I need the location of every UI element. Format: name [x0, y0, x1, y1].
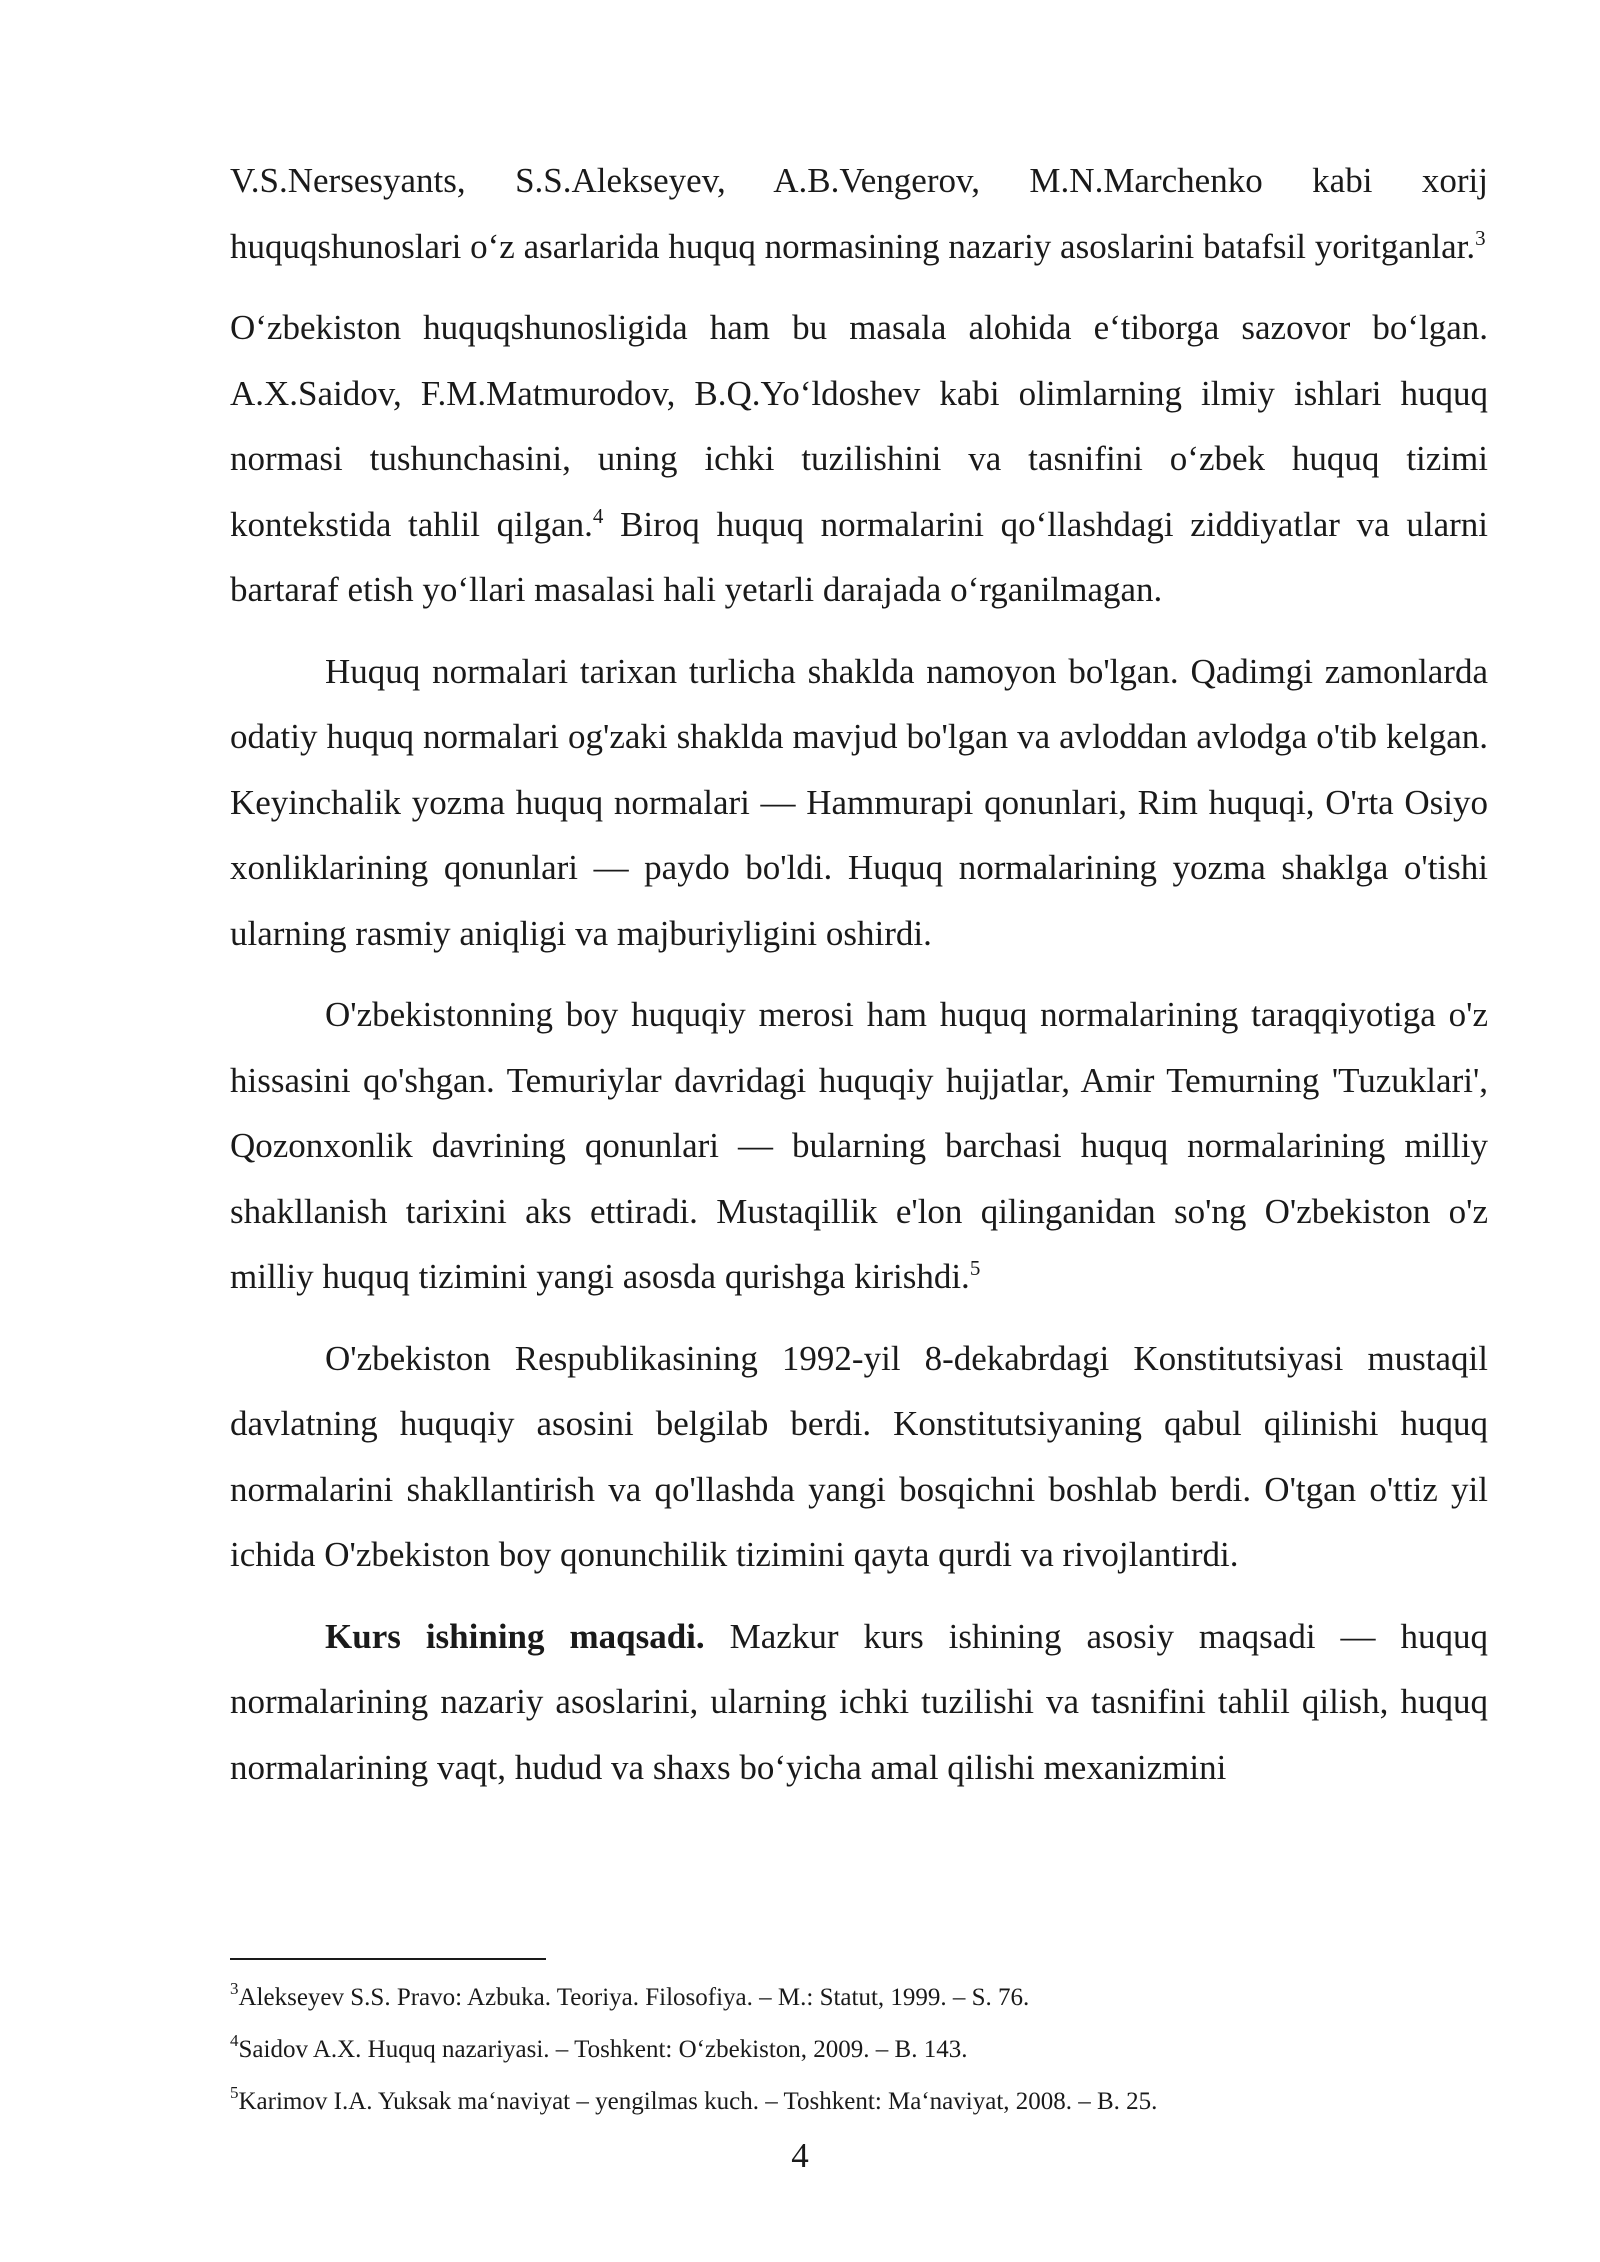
paragraph-foreign-scholars	[230, 148, 1488, 279]
footnote-4	[230, 2024, 1488, 2076]
footnote-number: 3	[230, 1979, 239, 1998]
footnote-ref-3: 3	[1475, 225, 1486, 250]
footnote-text: Saidov A.X. Huquq nazariyasi. – Toshkent: O‘zbekiston, 2009. – B. 143.	[238, 2036, 968, 2063]
document-body	[230, 148, 1488, 1816]
paragraph-text-continued: Biroq huquq normalarini qo‘llashdagi ziddiyatlar va ularni bartaraf etish yo‘llari masalasi hali yetarli darajada o‘rganilmagan.	[230, 504, 1488, 609]
paragraph-historical-forms	[230, 639, 1488, 967]
paragraph-text: O'zbekiston Respublikasining 1992-yil 8-dekabrdagi Konstitutsiyasi mustaqil davlatning huquqiy asosini belgilab berdi. Konstitutsiyaning qabul qilinishi huquq normalarini shakllantirish va qo'llashda yangi bosqichni boshlab berdi. O'tgan o'ttiz yil ichida O'zbekiston boy qonunchilik tizimini qayta qurdi va rivojlantirdi.	[230, 1338, 1488, 1574]
footnote-separator	[230, 1958, 546, 1960]
footnote-3	[230, 1972, 1488, 2024]
footnote-number: 5	[230, 2083, 239, 2102]
footnote-ref-4: 4	[592, 503, 604, 528]
paragraph-text: O‘zbekiston huquqshunosligida ham bu masala alohida e‘tiborga sazovor bo‘lgan. A.X.Saidov, F.M.Matmurodov, B.Q.Yo‘ldoshev kabi olimlarning ilmiy ishlari huquq normasi tushunchasini, uning ichki tuzilishini va tasnifini o‘zbek huquq tizimi kontekstida tahlil qilgan.	[230, 308, 1488, 544]
paragraph-uzbek-scholars	[230, 295, 1488, 623]
paragraph-text: Mazkur kurs ishining asosiy maqsadi — huquq normalarining nazariy asoslarini, ularning ichki tuzilishi va tasnifini tahlil qilish, huquq normalarining vaqt, hudud va shaxs bo‘yicha amal qilishi mexanizmini	[230, 1616, 1488, 1787]
footnotes	[230, 1972, 1488, 2128]
paragraph-constitution	[230, 1326, 1488, 1588]
footnote-5	[230, 2076, 1488, 2128]
section-heading: Kurs ishining maqsadi.	[325, 1616, 705, 1656]
footnote-text: Alekseyev S.S. Pravo: Azbuka. Teoriya. Filosofiya. – M.: Statut, 1999. – S. 76.	[238, 1984, 1030, 2011]
paragraph-text: V.S.Nersesyants, S.S.Alekseyev, A.B.Vengerov, M.N.Marchenko kabi xorij huquqshunoslari o‘z asarlarida huquq normasining nazariy asoslarini batafsil yoritganlar.	[230, 161, 1488, 266]
paragraph-text: Huquq normalari tarixan turlicha shaklda namoyon bo'lgan. Qadimgi zamonlarda odatiy huquq normalari og'zaki shaklda mavjud bo'lgan va avloddan avlodga o'tib kelgan. Keyinchalik yozma huquq normalari — Hammurapi qonunlari, Rim huquqi, O'rta Osiyo xonliklarining qonunlari — paydo bo'ldi. Huquq normalarining yozma shaklga o'tishi ularning rasmiy aniqligi va majburiyligini oshirdi.	[230, 651, 1488, 953]
footnote-ref-5: 5	[969, 1256, 981, 1280]
paragraph-legal-heritage	[230, 982, 1488, 1310]
footnote-text: Karimov I.A. Yuksak ma‘naviyat – yengilmas kuch. – Toshkent: Ma‘naviyat, 2008. – B. 25.	[238, 2088, 1158, 2115]
paragraph-text: O'zbekistonning boy huquqiy merosi ham huquq normalarining taraqqiyotiga o'z hissasini qo'shgan. Temuriylar davridagi huquqiy hujjatlar, Amir Temurning 'Tuzuklari', Qozonxonlik davrining qonunlari — bularning barchasi huquq normalarining milliy shakllanish tarixini aks ettiradi. Mustaqillik e'lon qilinganidan so'ng O'zbekiston o'z milliy huquq tizimini yangi asosda qurishga kirishdi.	[230, 995, 1488, 1296]
footnote-number: 4	[230, 2031, 239, 2050]
paragraph-course-goal	[230, 1604, 1488, 1801]
page-number: 4	[791, 2136, 809, 2175]
